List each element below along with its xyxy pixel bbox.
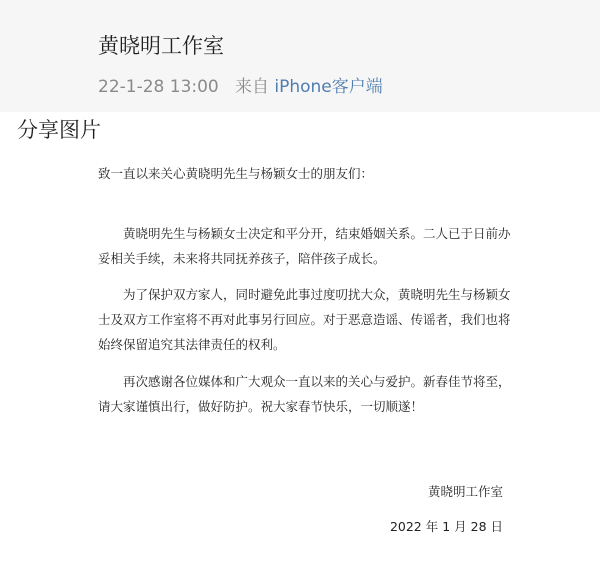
post-meta (98, 72, 383, 97)
post-from-label: 来自 (234, 77, 269, 97)
letter-greeting: 致一直以来关心黄晓明先生与杨颖女士的朋友们： (98, 166, 374, 181)
post-header (0, 0, 600, 112)
shared-image-document[interactable] (0, 150, 600, 577)
post-source-link[interactable]: iPhone客户端 (274, 77, 383, 97)
letter-date: 2022 年 1 月 28 日 (389, 519, 503, 534)
letter-paragraph: 再次感谢各位媒体和广大观众一直以来的关心与爱护。新春佳节将至，请大家谨慎出行，做好防护。祝大家春节快乐，一切顺遂！ (98, 374, 511, 414)
author-name[interactable]: 黄晓明工作室 (98, 34, 224, 58)
letter-paragraph: 黄晓明先生与杨颖女士决定和平分开，结束婚姻关系。二人已于日前办妥相关手续，未来将共同抚养孩子，陪伴孩子成长。 (98, 226, 511, 266)
share-title: 分享图片 (17, 118, 101, 142)
post-time: 22-1-28 13:00 (98, 77, 219, 97)
letter-signature: 黄晓明工作室 (427, 484, 503, 499)
letter-paragraph: 为了保护双方家人，同时避免此事过度叨扰大众，黄晓明先生与杨颖女士及双方工作室将不再对此事另行回应。对于恶意造谣、传谣者，我们也将始终保留追究其法律责任的权利。 (98, 287, 511, 352)
